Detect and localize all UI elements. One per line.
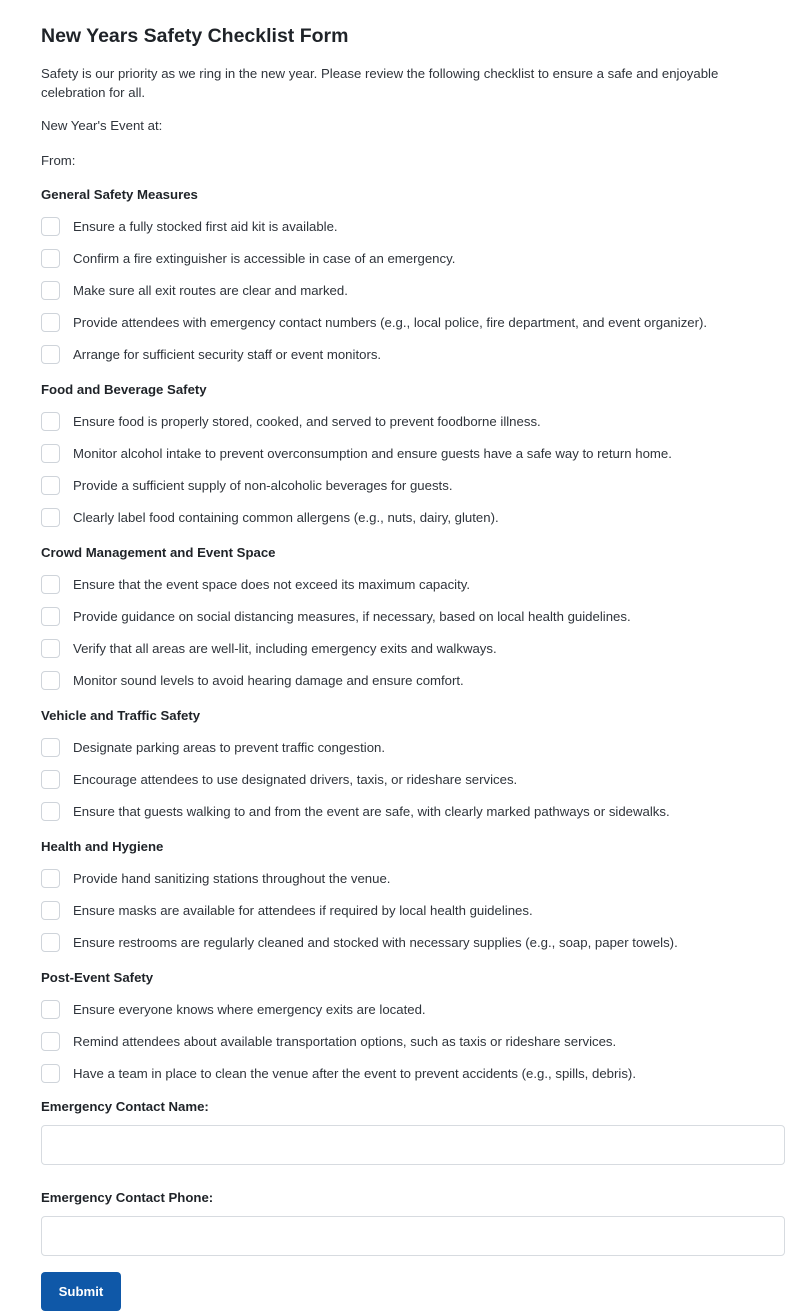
checklist-sections <box>41 187 785 1089</box>
contact-name-label: Emergency Contact Name: <box>41 1099 209 1114</box>
checklist-item-label: Monitor alcohol intake to prevent overconsumption and ensure guests have a safe way to return home. <box>73 445 672 461</box>
checklist-item-label: Provide guidance on social distancing measures, if necessary, based on local health guidelines. <box>73 608 631 624</box>
checklist-checkbox[interactable] <box>41 249 60 268</box>
section-title: General Safety Measures <box>41 187 198 202</box>
checklist-item-label: Ensure restrooms are regularly cleaned and stocked with necessary supplies (e.g., soap, paper towels). <box>73 934 678 950</box>
checklist-checkbox[interactable] <box>41 412 60 431</box>
checklist-item[interactable] <box>41 437 785 469</box>
checklist-item[interactable] <box>41 1025 785 1057</box>
contact-phone-field <box>41 1190 785 1256</box>
checklist-checkbox[interactable] <box>41 770 60 789</box>
checklist-item-label: Provide a sufficient supply of non-alcoholic beverages for guests. <box>73 477 453 493</box>
checklist-item-label: Designate parking areas to prevent traffic congestion. <box>73 739 386 755</box>
checklist-item-label: Clearly label food containing common allergens (e.g., nuts, dairy, gluten). <box>73 509 499 525</box>
checklist-section <box>41 382 785 533</box>
checklist-checkbox[interactable] <box>41 444 60 463</box>
checklist-item[interactable] <box>41 469 785 501</box>
checklist-item[interactable] <box>41 731 785 763</box>
checklist-checkbox[interactable] <box>41 802 60 821</box>
checklist-checkbox[interactable] <box>41 1032 60 1051</box>
checklist-item[interactable] <box>41 763 785 795</box>
contact-name-input[interactable] <box>41 1125 785 1165</box>
checklist-checkbox[interactable] <box>41 671 60 690</box>
checklist-item[interactable] <box>41 993 785 1025</box>
event-at-label: New Year's Event at: <box>41 118 163 133</box>
checklist-item-label: Ensure that the event space does not exceed its maximum capacity. <box>73 576 471 592</box>
checklist-checkbox[interactable] <box>41 313 60 332</box>
checklist-item[interactable] <box>41 210 785 242</box>
checklist-checkbox[interactable] <box>41 738 60 757</box>
checklist-checkbox[interactable] <box>41 476 60 495</box>
checklist-item-label: Make sure all exit routes are clear and marked. <box>73 282 348 298</box>
intro-text: Safety is our priority as we ring in the new year. Please review the following checklist to ensure a safe and enjoyable celebration for all. <box>41 66 719 100</box>
section-title: Food and Beverage Safety <box>41 382 207 397</box>
checklist-section <box>41 545 785 696</box>
checklist-item[interactable] <box>41 894 785 926</box>
checklist-checkbox[interactable] <box>41 1064 60 1083</box>
checklist-item[interactable] <box>41 632 785 664</box>
checklist-checkbox[interactable] <box>41 607 60 626</box>
checklist-item[interactable] <box>41 926 785 958</box>
checklist-item-label: Confirm a fire extinguisher is accessible in case of an emergency. <box>73 250 456 266</box>
contact-phone-input[interactable] <box>41 1216 785 1256</box>
checklist-item[interactable] <box>41 795 785 827</box>
checklist-item[interactable] <box>41 862 785 894</box>
checklist-section <box>41 839 785 958</box>
checklist-checkbox[interactable] <box>41 1000 60 1019</box>
checklist-item-label: Ensure everyone knows where emergency exits are located. <box>73 1001 426 1017</box>
checklist-item-label: Arrange for sufficient security staff or event monitors. <box>73 346 382 362</box>
section-title: Post-Event Safety <box>41 970 154 985</box>
checklist-checkbox[interactable] <box>41 639 60 658</box>
checklist-item-label: Monitor sound levels to avoid hearing damage and ensure comfort. <box>73 672 464 688</box>
checklist-item[interactable] <box>41 242 785 274</box>
checklist-item-label: Ensure masks are available for attendees if required by local health guidelines. <box>73 902 533 918</box>
checklist-section <box>41 187 785 370</box>
checklist-item[interactable] <box>41 405 785 437</box>
checklist-checkbox[interactable] <box>41 869 60 888</box>
checklist-item-label: Remind attendees about available transportation options, such as taxis or rideshare services. <box>73 1033 617 1049</box>
section-title: Health and Hygiene <box>41 839 164 854</box>
checklist-checkbox[interactable] <box>41 345 60 364</box>
checklist-item[interactable] <box>41 600 785 632</box>
checklist-checkbox[interactable] <box>41 575 60 594</box>
checklist-checkbox[interactable] <box>41 217 60 236</box>
section-title: Vehicle and Traffic Safety <box>41 708 201 723</box>
checklist-item-label: Provide hand sanitizing stations throughout the venue. <box>73 870 391 886</box>
checklist-item-label: Provide attendees with emergency contact numbers (e.g., local police, fire department, and event organizer). <box>73 314 708 330</box>
checklist-item-label: Ensure a fully stocked first aid kit is available. <box>73 218 338 234</box>
checklist-item[interactable] <box>41 568 785 600</box>
checklist-section <box>41 708 785 827</box>
checklist-item[interactable] <box>41 1057 785 1089</box>
checklist-item[interactable] <box>41 501 785 533</box>
checklist-checkbox[interactable] <box>41 508 60 527</box>
submit-button[interactable]: Submit <box>41 1272 121 1311</box>
contact-phone-label: Emergency Contact Phone: <box>41 1190 214 1205</box>
checklist-item[interactable] <box>41 338 785 370</box>
checklist-item-label: Encourage attendees to use designated drivers, taxis, or rideshare services. <box>73 771 518 787</box>
checklist-checkbox[interactable] <box>41 933 60 952</box>
checklist-item-label: Verify that all areas are well-lit, including emergency exits and walkways. <box>73 640 497 656</box>
checklist-item[interactable] <box>41 664 785 696</box>
checklist-item-label: Ensure food is properly stored, cooked, and served to prevent foodborne illness. <box>73 413 541 429</box>
checklist-item[interactable] <box>41 274 785 306</box>
checklist-checkbox[interactable] <box>41 281 60 300</box>
checklist-item[interactable] <box>41 306 785 338</box>
checklist-section <box>41 970 785 1089</box>
checklist-item-label: Ensure that guests walking to and from the event are safe, with clearly marked pathways or sidewalks. <box>73 803 670 819</box>
from-label: From: <box>41 153 76 168</box>
section-title: Crowd Management and Event Space <box>41 545 276 560</box>
contact-name-field <box>41 1099 785 1165</box>
checklist-item-label: Have a team in place to clean the venue after the event to prevent accidents (e.g., spills, debris). <box>73 1065 636 1081</box>
page-title: New Years Safety Checklist Form <box>41 25 349 47</box>
checklist-checkbox[interactable] <box>41 901 60 920</box>
